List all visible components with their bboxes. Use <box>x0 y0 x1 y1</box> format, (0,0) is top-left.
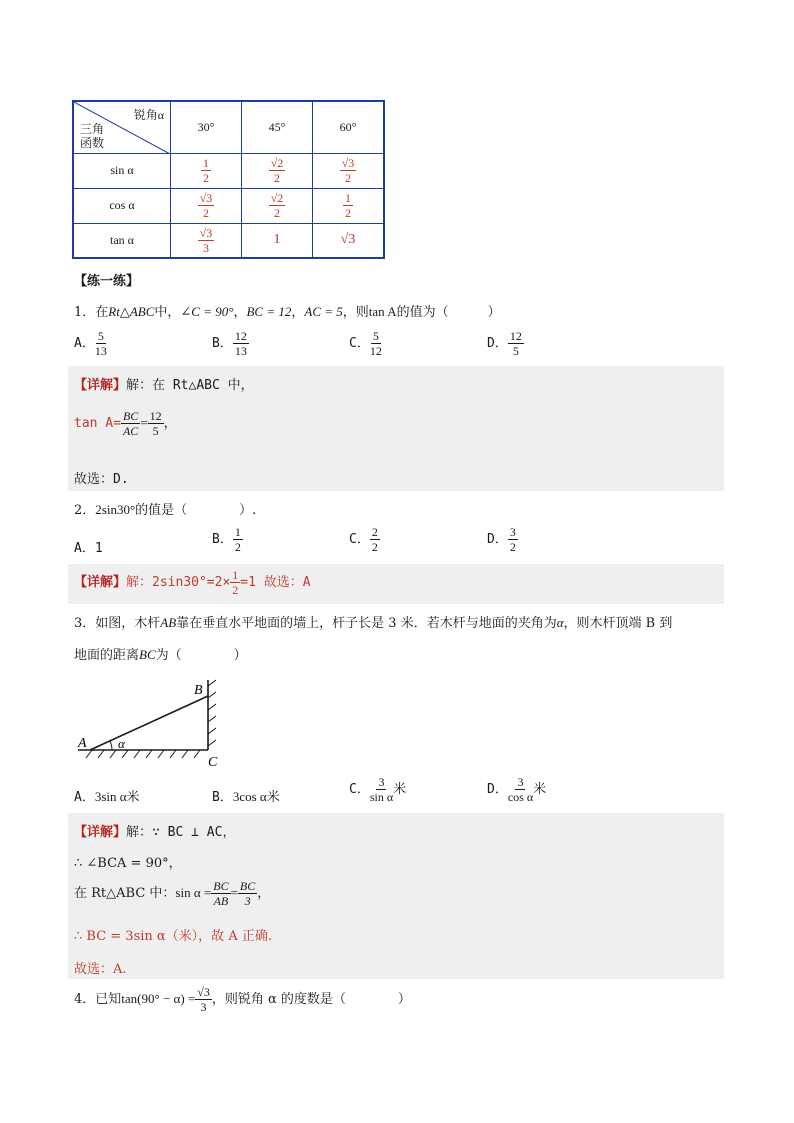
cos30-cell <box>171 188 242 223</box>
sin45-den: 2 <box>274 171 280 185</box>
q1-option-a[interactable] <box>74 330 107 357</box>
q2-answer-den: 2 <box>232 583 239 597</box>
q3-option-a-text: 3sin α米 <box>94 789 140 804</box>
q1-option-b-letter: B． <box>212 336 233 351</box>
q3-option-d-den: cos α <box>507 790 534 804</box>
q3-stem1-d: α <box>556 615 564 630</box>
q2-stem-a: 2． <box>74 503 96 518</box>
q2-option-a-letter: A． <box>74 541 95 556</box>
q2-option-c-letter: C． <box>349 532 370 547</box>
q2-option-d-letter: D． <box>487 532 508 547</box>
row-label-sin: sin α <box>73 153 171 188</box>
q1-option-c[interactable] <box>349 330 382 357</box>
corner-bottom-line2: 函数 <box>80 136 105 150</box>
q3-stem-line1 <box>74 612 672 631</box>
sin60-num: √3 <box>341 156 355 170</box>
q1-answer-line1 <box>74 374 254 393</box>
q3-stem1-a: 3．如图，木杆 <box>74 616 161 631</box>
tan45-cell: 1 <box>242 223 313 258</box>
q1-stem-d: ∠C = 90° <box>180 304 234 319</box>
q2-option-b-letter: B． <box>212 532 233 547</box>
q1-answer-line1-text: 解：在 Rt△ABC 中， <box>126 378 254 393</box>
q2-option-d[interactable] <box>487 526 518 553</box>
q3-ans3-f2-num: BC <box>239 879 256 893</box>
q3-stem2-b: BC <box>139 647 156 662</box>
q4-stem-c: ，则锐角 α 的度数是（ ） <box>211 992 411 1007</box>
q3-ans3-eq: = <box>230 885 238 900</box>
q2-option-c-den: 2 <box>371 540 378 554</box>
sin60-den: 2 <box>345 171 351 185</box>
q1-option-d-num: 12 <box>509 329 522 343</box>
q3-option-d-letter: D． <box>487 782 508 797</box>
q1-stem-c: 中， <box>154 305 181 320</box>
tan30-den: 3 <box>203 240 209 255</box>
q3-option-b-text: 3cos α米 <box>232 789 280 804</box>
tan30-num: √3 <box>199 225 213 240</box>
cos45-cell <box>242 188 313 223</box>
q4-stem-den: 3 <box>200 1000 207 1014</box>
q4-stem-a: 4．已知 <box>74 992 122 1007</box>
q2-option-b-num: 1 <box>234 525 241 539</box>
trig-value-table <box>72 100 385 259</box>
tan30-cell <box>171 223 242 258</box>
q1-option-b-num: 12 <box>234 329 247 343</box>
q2-answer-post: =1 故选：A <box>240 575 311 590</box>
row-label-tan: tan α <box>73 223 171 258</box>
q3-ans3-f1-den: AB <box>213 894 229 908</box>
corner-bottom-label <box>80 122 104 150</box>
q2-answer-pre: 解：2sin30°=2× <box>126 575 231 590</box>
q3-ans3-sin: sin α = <box>175 885 212 900</box>
q2-stem <box>74 499 256 518</box>
q1-stem-h: AC = 5 <box>304 304 343 319</box>
corner-top-label: 锐角α <box>133 108 164 122</box>
q3-ans3-f2-den: 3 <box>244 894 251 908</box>
sin30-cell <box>171 153 242 188</box>
q3-answer-line3 <box>74 880 270 907</box>
table-row-sin <box>73 153 384 188</box>
q3-ans3-post: ， <box>257 886 271 901</box>
sin30-den: 2 <box>203 171 209 185</box>
q1-option-d-den: 5 <box>512 344 519 358</box>
sin60-cell <box>313 153 385 188</box>
q1-option-a-num: 5 <box>97 329 104 343</box>
q3-option-c-num: 3 <box>378 775 385 789</box>
q4-stem-b: tan(90° − α) = <box>121 991 196 1006</box>
q1-ans2-f2-den: 5 <box>152 424 159 438</box>
sin45-num: √2 <box>270 156 284 170</box>
q2-option-a-value: 1 <box>94 541 103 556</box>
q2-option-b-den: 2 <box>234 540 241 554</box>
q1-stem-i: ，则 <box>342 305 369 320</box>
q1-option-b-den: 13 <box>234 344 247 358</box>
q1-stem-g: ， <box>291 305 305 320</box>
q3-answer-line4: ∴ BC = 3sin α（米），故 A 正确. <box>74 929 272 944</box>
table-corner-cell <box>73 101 171 153</box>
q1-ans2-f1-num: BC <box>122 409 139 423</box>
q1-stem-a: 1．在 <box>74 305 109 320</box>
q1-stem-e: ， <box>233 305 247 320</box>
q3-option-c[interactable] <box>349 776 406 803</box>
q3-stem-line2 <box>74 644 247 663</box>
table-row-tan <box>73 223 384 258</box>
q1-stem-f: BC = 12 <box>246 304 292 319</box>
q3-answer-line2: ∴ ∠BCA = 90°， <box>74 856 182 871</box>
q3-stem1-e: ，则木杆顶端 B 到 <box>563 616 673 631</box>
q1-option-a-letter: A． <box>74 336 95 351</box>
q1-option-d-letter: D． <box>487 336 508 351</box>
q3-option-d-suffix: 米 <box>533 782 547 797</box>
corner-bottom-line1: 三角 <box>80 122 105 136</box>
q1-stem-b: Rt△ABC <box>108 304 155 319</box>
q2-option-c-num: 2 <box>371 525 378 539</box>
row-label-cos: cos α <box>73 188 171 223</box>
q3-answer-line1-text: 解：∵ BC ⊥ AC， <box>126 825 236 840</box>
cos60-num: 1 <box>345 191 351 205</box>
q1-answer-line3: 故选：D. <box>74 472 129 487</box>
q3-option-a-letter: A． <box>74 790 95 805</box>
tan60-cell: √3 <box>313 223 385 258</box>
q3-stem2-a: 地面的距离 <box>74 648 140 663</box>
q1-option-c-den: 12 <box>369 344 382 358</box>
label-alpha: α <box>118 736 125 751</box>
col-header-45: 45° <box>242 101 313 153</box>
q3-stem2-c: 为（ ） <box>155 648 247 663</box>
q2-option-a[interactable] <box>74 537 103 556</box>
q4-stem <box>74 986 411 1013</box>
q1-stem <box>74 301 501 320</box>
q2-option-b[interactable] <box>212 526 243 553</box>
q3-answer-tag: 【详解】 <box>74 825 127 840</box>
q2-option-c[interactable] <box>349 526 380 553</box>
q2-answer-num: 1 <box>232 568 239 582</box>
cos45-num: √2 <box>270 191 284 205</box>
q3-option-c-suffix: 米 <box>393 782 407 797</box>
q3-stem1-c: 靠在垂直水平地面的墙上，杆子长是 3 米．若木杆与地面的夹角为 <box>176 616 557 631</box>
q4-stem-num: √3 <box>197 985 210 999</box>
q3-option-c-den: sin α <box>369 790 394 804</box>
q2-stem-b: 2sin30° <box>95 502 136 517</box>
q2-answer-line <box>74 569 311 596</box>
q1-ans2-pre: tan A= <box>74 416 121 431</box>
q3-option-c-letter: C． <box>349 782 370 797</box>
label-b: B <box>194 683 203 698</box>
q1-answer-tag: 【详解】 <box>74 378 127 393</box>
col-header-60: 60° <box>313 101 385 153</box>
q1-ans2-post: ， <box>163 416 177 431</box>
label-c: C <box>208 755 218 770</box>
col-header-30: 30° <box>171 101 242 153</box>
q3-answer-line5: 故选：A. <box>74 962 127 977</box>
q3-stem1-b: AB <box>160 615 177 630</box>
cos60-cell <box>313 188 385 223</box>
q2-option-d-den: 2 <box>509 540 516 554</box>
table-row-cos <box>73 188 384 223</box>
q3-ans3-pre: 在 Rt△ABC 中： <box>74 886 176 901</box>
q1-ans2-f1-den: AC <box>122 424 139 438</box>
cos30-num: √3 <box>199 191 213 205</box>
q1-option-c-num: 5 <box>372 329 379 343</box>
q3-figure <box>72 672 232 772</box>
q1-ans2-f2-num: 12 <box>149 409 162 423</box>
sin45-cell <box>242 153 313 188</box>
cos45-den: 2 <box>274 206 280 220</box>
cos30-den: 2 <box>203 206 209 220</box>
q3-option-d-num: 3 <box>517 775 524 789</box>
cos60-den: 2 <box>345 206 351 220</box>
q2-option-d-num: 3 <box>509 525 516 539</box>
q1-option-d[interactable] <box>487 330 524 357</box>
q3-option-b-letter: B． <box>212 790 233 805</box>
q3-option-a[interactable] <box>74 786 140 805</box>
q1-option-b[interactable] <box>212 330 249 357</box>
section-title: 【练一练】 <box>74 274 140 289</box>
q2-stem-c: 的值是（ ）. <box>135 503 257 518</box>
q1-option-c-letter: C． <box>349 336 370 351</box>
q3-ans3-f1-num: BC <box>213 879 229 893</box>
label-a: A <box>78 736 87 751</box>
q3-option-b[interactable] <box>212 786 280 805</box>
sin30-num: 1 <box>203 156 209 170</box>
q1-stem-j: tan A <box>368 304 397 319</box>
q1-option-a-den: 13 <box>94 344 107 358</box>
q1-ans2-eq: = <box>140 415 148 430</box>
q3-option-d[interactable] <box>487 776 546 803</box>
q1-answer-line2 <box>74 410 177 437</box>
q2-answer-tag: 【详解】 <box>74 575 127 590</box>
q3-answer-line1 <box>74 821 235 840</box>
q1-stem-k: 的值为（ ） <box>396 305 501 320</box>
